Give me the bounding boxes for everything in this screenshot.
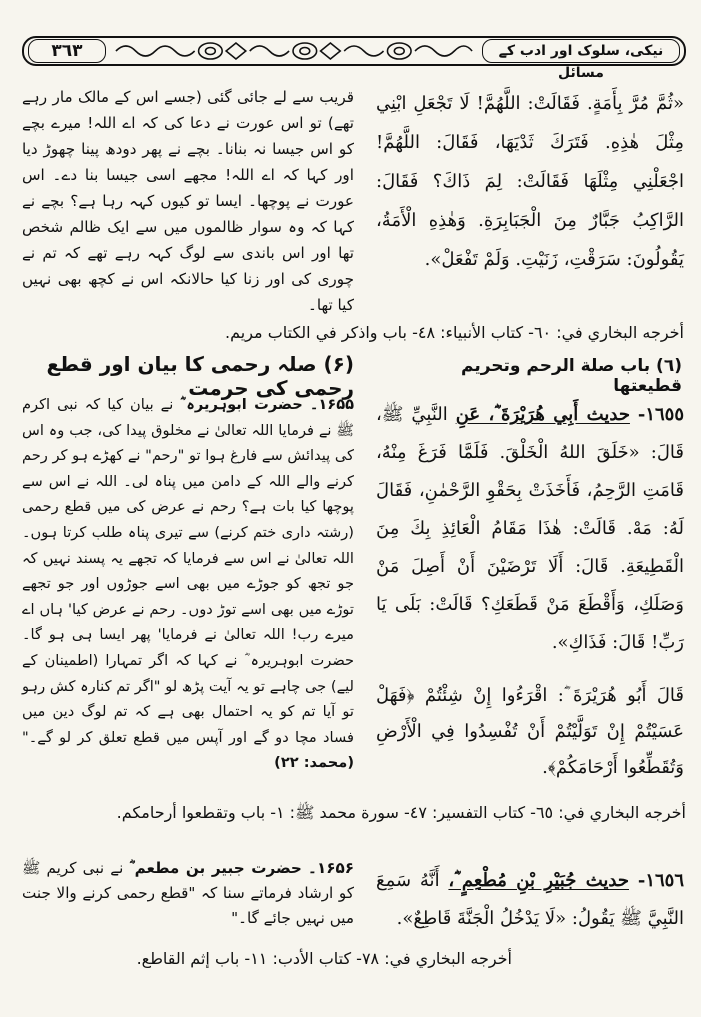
arabic-hadith-text-2: أَنَّهُ سَمِعَ النَّبِيَّ ﷺ يَقُولُ: «لَا يَدْخُلُ الْجَنَّةَ قَاطِعٌ».: [376, 870, 684, 929]
urdu-chapter-heading: (۶) صلہ رحمی کا بیان اور قطع رحمی کی حرمت: [46, 352, 354, 400]
urdu-continuation: [22, 84, 354, 314]
decorative-border-ornament: [112, 38, 476, 64]
urdu-hadith-text-2: نے نبی کریم ﷺ کو ارشاد فرماتے سنا کہ "قطع رحمی کرنے والا جنت میں نہیں جائے گا۔": [22, 859, 354, 927]
running-title: نیکی، سلوک اور ادب کے مسائل: [482, 39, 680, 63]
urdu-hadith-text: نے بیان کیا کہ نبی اکرم ﷺ نے فرمایا اللہ تعالیٰ نے مخلوق پیدا کی، جب وہ اس کی پیدائش سے فارغ ہوا تو "رحم" نے کھڑے ہو کر رحم کرنے والے اللہ کے دامن میں پناہ لی۔ اللہ نے اس سے پوچھا کیا بات ہے؟ رحم نے عرض کی میں قطع رحمی (رشتہ داری ختم کرنے) سے تیری پناہ طلب کرتا ہوں۔ اللہ تعالیٰ نے اس سے فرمایا کہ تجھے یہ پسند نہیں کہ جو تجھ کو جوڑے میں بھی اسے جوڑوں اور جو تجھے توڑے میں بھی اسے توڑ دوں۔ رحم نے عرض کیا' ہاں اے میرے رب! اللہ تعالیٰ نے فرمایا' پھر ایسا ہی ہو گا۔ حضرت ابوہریرہ ؓ نے کہا کہ اگر تمہارا (اطمینان کے لیے) جی چاہے تو یہ آیت پڑھ لو "اگر تم کنارہ کش رہو تو آیا تم کو یہ احتمال بھی ہے کہ تم لوگ دین میں فساد مچا دو گے اور آپس میں قطع تعلق کر لو گے۔": [22, 396, 354, 746]
urdu-hadith-1655: [22, 392, 354, 790]
takhrij-1654: أخرجه البخاري في: ٦٠- كتاب الأنبياء: ٤٨- باب واذكر في الكتاب مريم.: [225, 323, 684, 342]
urdu-hadith-number-2: ۱۶۵۶۔: [308, 859, 355, 877]
takhrij-1655: أخرجه البخاري في: ٦٥- كتاب التفسير: ٤٧- سورة محمد ﷺ: ١- باب وتقطعوا أرحامكم.: [116, 803, 686, 822]
arabic-continuation-text: «ثُمَّ مُرَّ بِأَمَةٍ. فَقَالَتْ: اللَّهُمَّ! لَا تَجْعَلِ ابْنِي مِثْلَ هٰذِهِ. فَتَرَكَ ثَدْيَهَا، فَقَالَ: اللَّهُمَّ! اجْعَلْنِي مِثْلَهَا فَقَالَتْ: لِمَ ذَاكَ؟ فَقَالَ: الرَّاكِبُ جَبَّارٌ مِنَ الْجَبَابِرَةِ. وَهٰذِهِ الْأَمَةُ، يَقُولُونَ: سَرَقْتِ، زَنَيْتِ. وَلَمْ تَفْعَلْ».: [376, 93, 684, 270]
arabic-hadith-lead: حديث أَبِي هُرَيْرَةَ ؓ، عَنِ: [455, 404, 630, 425]
arabic-chapter-heading: (٦) باب صلة الرحم وتحريم قطيعتها: [460, 356, 682, 396]
arabic-continuation: [376, 84, 684, 316]
takhrij-1656: أخرجه البخاري في: ٧٨- كتاب الأدب: ١١- باب إثم القاطع.: [136, 949, 512, 968]
urdu-narrator-2: حضرت جبیر بن مطعم ؓ: [129, 859, 302, 877]
arabic-hadith-text: النَّبِيِّ ﷺ، قَالَ: «خَلَقَ اللهُ الْخَلْقَ. فَلَمَّا فَرَغَ مِنْهُ، قَامَتِ الرَّحِمُ، فَأَخَذَتْ بِحَقْوِ الرَّحْمٰنِ، فَقَالَ لَهُ: مَهْ. قَالَتْ: هٰذَا مَقَامُ الْعَائِذِ بِكَ مِنَ الْقَطِيعَةِ. قَالَ: أَلَا تَرْضَيْنَ أَنْ أَصِلَ مَنْ وَصَلَكِ، وَأَقْطَعَ مَنْ قَطَعَكِ؟ قَالَتْ: بَلَى يَا رَبِّ! قَالَ: فَذَاكِ».: [376, 404, 684, 653]
urdu-continuation-text: قریب سے لے جائی گئی (جسے اس کے مالک مار رہے تھے) تو اس عورت نے دعا کی کہ اے اللہ! میرے بچے کو اس جیسا نہ بنانا۔ بچے نے پھر دودھ پینا چھوڑ دیا اور کہا کہ اے اللہ! مجھے اسی جیسا بنا دے۔ اس عورت نے پوچھا۔ ایسا تو کیوں کہہ رہا ہے؟ بچے نے کہا کہ وہ سوار ظالموں میں سے ایک ظالم شخص تھا اور اس باندی سے لوگ کہہ رہے تھے کہ تم نے چوری کی اور زنا کیا حالانکہ اس نے کچھ بھی نہیں کیا تھا۔: [22, 88, 354, 314]
arabic-hadith-lead-2: حديث جُبَيْرِ بْنِ مُطْعِمٍ ؓ،: [448, 870, 629, 891]
page-number: ٣٦٣: [28, 39, 106, 63]
arabic-hadith-number: ١٦٥٥-: [637, 404, 684, 425]
arabic-hadith-number-2: ١٦٥٦-: [637, 870, 684, 891]
urdu-hadith-1656: [22, 856, 354, 936]
arabic-hadith-1655-quote: [376, 678, 684, 790]
arabic-hadith-quote-text: قَالَ أَبُو هُرَيْرَةَ ؓ: اقْرَءُوا إِنْ شِئْتُمْ ﴿فَهَلْ عَسَيْتُمْ إِنْ تَوَلَّيْتُمْ أَنْ تُفْسِدُوا فِي الْأَرْضِ وَتُقَطِّعُوا أَرْحَامَكُمْ﴾.: [376, 685, 684, 778]
page-header: [22, 36, 686, 81]
urdu-narrator: حضرت ابوہریرہ ؓ: [180, 396, 303, 413]
quran-reference: (محمد: ۲۲): [274, 754, 354, 772]
arabic-hadith-1655: [376, 396, 684, 676]
urdu-hadith-number: ۱۶۵۵۔: [309, 396, 355, 413]
